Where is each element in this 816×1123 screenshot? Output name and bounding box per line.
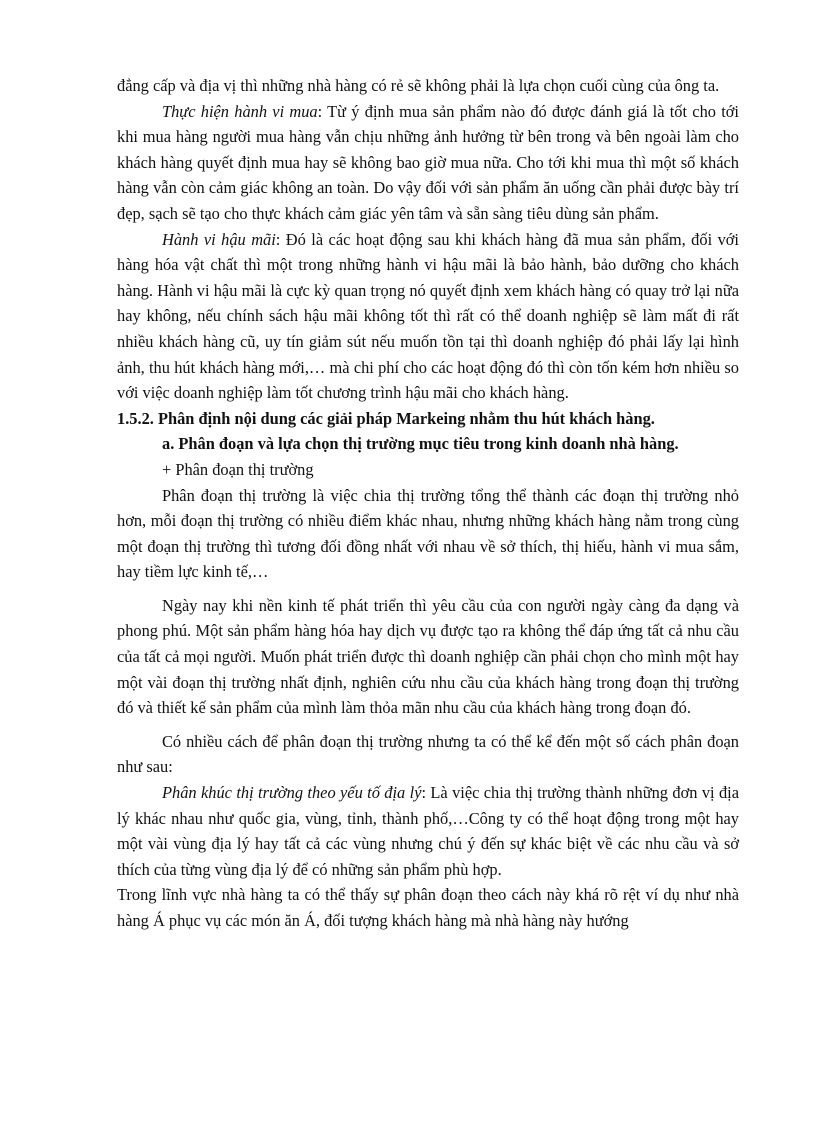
paragraph-restaurant-example: Trong lĩnh vực nhà hàng ta có thể thấy sự phân đoạn theo cách này khá rõ rệt ví dụ như nhà hàng Á phục vụ các món ăn Á, đối tượng khách hàng mà nhà hàng này hướng bbox=[117, 885, 739, 930]
paragraph-geographic-segmentation bbox=[117, 780, 739, 882]
paragraph-economic-development: Ngày nay khi nền kinh tế phát triển thì yêu cầu của con người ngày càng đa dạng và phong phú. Một sản phẩm hàng hóa hay dịch vụ được tạo ra không thể đáp ứng tất cả nhu cầu của tất cả mọi người. Muốn phát triển được thì doanh nghiệp cần phải chọn cho mình một hay một vài đoạn thị trường nhất định, nghiên cứu nhu cầu của khách hàng trong đoạn thị trường đó và thiết kế sản phẩm của mình làm thỏa mãn nhu cầu của khách hàng trong đoạn đó. bbox=[117, 595, 739, 718]
paragraph-geographic-segmentation-text: : Là việc chia thị trường thành những đơn vị địa lý khác nhau như quốc gia, vùng, tỉnh, thành phố,…Công ty có thể hoạt động trong một hay một vài vùng địa lý hay tất cả các vùng nhưng chú ý đến sự khác biệt về các nhu cầu và sở thích của từng vùng địa lý để có những sản phẩm phù hợp. bbox=[117, 783, 739, 879]
term-purchase-behavior: Thực hiện hành vi mua bbox=[162, 101, 318, 121]
paragraph-segmentation-methods: Có nhiều cách để phân đoạn thị trường nhưng ta có thể kể đến một số cách phân đoạn như sau: bbox=[117, 731, 739, 777]
subsection-heading-a: a. Phân đoạn và lựa chọn thị trường mục tiêu trong kinh doanh nhà hàng. bbox=[162, 434, 679, 454]
term-after-sales: Hành vi hậu mãi bbox=[162, 229, 276, 249]
term-geographic-segmentation: Phân khúc thị trường theo yếu tố địa lý bbox=[162, 783, 422, 803]
paragraph-purchase-behavior-text: : Từ ý định mua sản phẩm nào đó được đánh giá là tốt cho tới khi mua hàng người mua hàng vẫn chịu những ảnh hưởng từ bên trong và bên ngoài làm cho khách hàng quyết định mua hay sẽ không bao giờ mua nữa. Cho tới khi mua thì một số khách hàng vẫn còn cảm giác không an toàn. Do vậy đối với sản phẩm ăn uống cần phải được bày trí đẹp, sạch sẽ tạo cho thực khách cảm giác yên tâm và sẵn sàng tiêu dùng sản phẩm. bbox=[117, 101, 739, 223]
paragraph-purchase-behavior bbox=[117, 99, 739, 227]
paragraph-segmentation-definition: Phân đoạn thị trường là việc chia thị trường tổng thể thành các đoạn thị trường nhỏ hơn, mỗi đoạn thị trường có nhiều điểm khác nhau, nhưng những khách hàng nằm trong cùng một đoạn thị trường thì tương đối đồng nhất với nhau về sở thích, thị hiếu, hành vi mua sắm, hay tiềm lực kinh tế,… bbox=[117, 485, 739, 582]
paragraph-continuation: đẳng cấp và địa vị thì những nhà hàng có rẻ sẽ không phải là lựa chọn cuối cùng của ông ta. bbox=[117, 76, 720, 95]
document-page bbox=[117, 73, 739, 934]
paragraph-after-sales-text: : Đó là các hoạt động sau khi khách hàng đã mua sản phẩm, đối với hàng hóa vật chất thì một trong những hành vi hậu mãi là bảo hành, bảo dưỡng cho khách hàng. Hành vi hậu mãi là cực kỳ quan trọng nó quyết định xem khách hàng có quay trở lại nữa hay không, nếu chính sách hậu mãi không tốt thì rất có thể doanh nghiệp sẽ làm mất đi rất nhiều khách hàng cũ, uy tín giảm sút nếu muốn tồn tại thì doanh nghiệp đó phải lấy lại hình ảnh, thu hút khách hàng mới,… mà chi phí cho các hoạt động đó thì còn tốn kém hơn nhiều so với việc doanh nghiệp làm tốt chương trình hậu mãi cho khách hàng. bbox=[117, 229, 739, 403]
paragraph-after-sales bbox=[117, 227, 739, 406]
bullet-market-segmentation: + Phân đoạn thị trường bbox=[162, 459, 314, 479]
section-heading-1-5-2: 1.5.2. Phân định nội dung các giải pháp Markeing nhằm thu hút khách hàng. bbox=[117, 408, 655, 428]
